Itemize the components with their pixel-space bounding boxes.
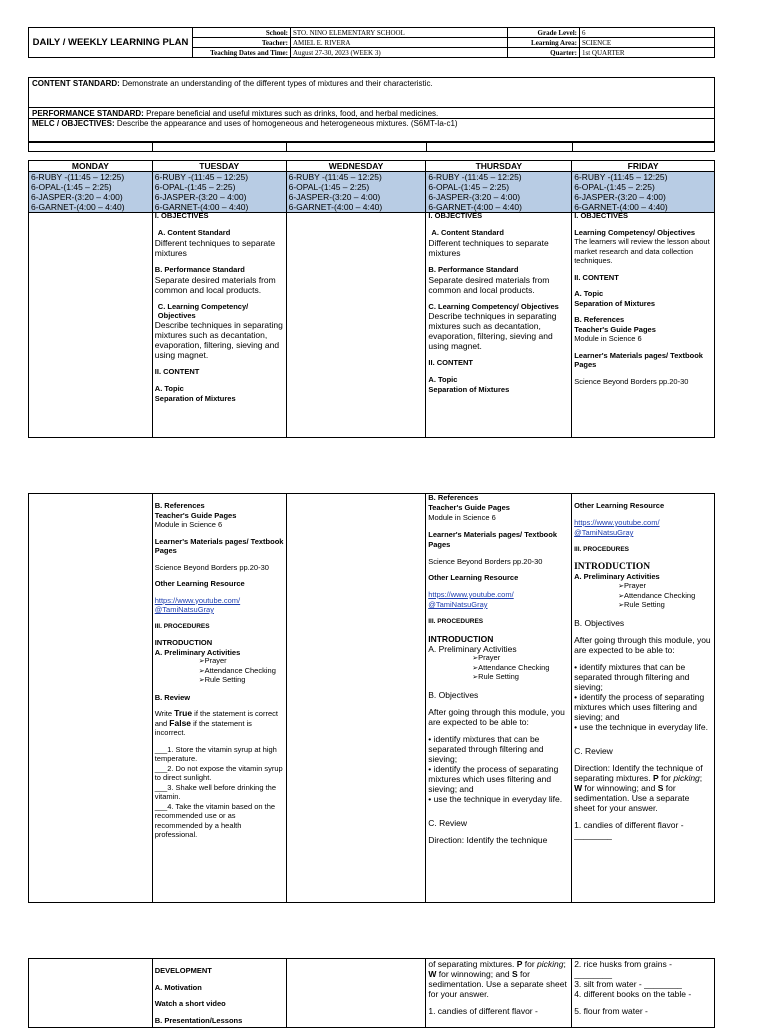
schedule-table: [28, 160, 715, 438]
p3-tuesday: DEVELOPMENT A. Motivation Watch a short video B. Presentation/Lessons: [152, 959, 286, 1028]
monday-content: [29, 213, 153, 438]
p2-thursday: B. References Teacher's Guide Pages Module in Science 6 Learner's Materials pages/ Textbook Pages Science Beyond Borders pp.20-30 Other Learning Resource https://www.youtube.com/ @TamiNatsuGray III. PROCEDURES INTRODUCTION A. Preliminary Activities ➢ Prayer ➢ Attendance Checking ➢ Rule Setting B. Objectives After going through this module, you are expected to be able to: • identify mixtures that can be separated through filtering and sieving; • identify the process of separating mixtures which uses filtering and sieving; and • use the technique in everyday life. C. Review Direction: Identify the technique: [426, 494, 572, 903]
page3-table: [28, 958, 715, 1028]
channel-link-fri[interactable]: @TamiNatsuGray: [574, 528, 634, 537]
youtube-link-fri[interactable]: https://www.youtube.com/: [574, 518, 660, 527]
content-standard: CONTENT STANDARD: Demonstrate an understanding of the different types of mixtures and their characteristic.: [29, 78, 714, 108]
p2-friday: Other Learning Resource https://www.youtube.com/ @TamiNatsuGray III. PROCEDURES INTRODUCTION A. Preliminary Activities ➢ Prayer ➢ Attendance Checking ➢ Rule Setting B. Objectives After going through this module, you are expected to be able to: • identify mixtures that can be separated through filtering and sieving; • identify the process of separating mixtures which uses filtering and sieving; and • use the technique in everyday life. C. Review Direction: Identify the technique of separating mixtures. P for picking; W for winnowing; and S for sedimentation. Use a separate sheet for your answer. 1. candies of different flavor - ________: [572, 494, 715, 903]
area-label: Learning Area:: [508, 38, 580, 48]
teacher-value: AMIEL E. RIVERA: [291, 38, 508, 48]
school-value: STO. NINO ELEMENTARY SCHOOL: [291, 28, 508, 38]
quarter-value: 1st QUARTER: [580, 48, 715, 58]
grade-label: Grade Level:: [508, 28, 580, 38]
prelim-list-tue: ➢ Prayer ➢ Attendance Checking ➢ Rule Setting: [155, 657, 284, 686]
slots-thursday: 6-RUBY -(11:45 – 12:25) 6-OPAL-(1:45 – 2:25) 6-JASPER-(3:20 – 4:00) 6-GARNET-(4:00 – 4:40): [426, 172, 572, 213]
grade-value: 6: [580, 28, 715, 38]
slots-tuesday: 6-RUBY -(11:45 – 12:25) 6-OPAL-(1:45 – 2:25) 6-JASPER-(3:20 – 4:00) 6-GARNET-(4:00 – 4:40): [152, 172, 286, 213]
youtube-link-tue[interactable]: https://www.youtube.com/: [154, 595, 241, 605]
slots-monday: 6-RUBY -(11:45 – 12:25) 6-OPAL-(1:45 – 2:25) 6-JASPER-(3:20 – 4:00) 6-GARNET-(4:00 – 4:40): [29, 172, 153, 213]
day-thursday: THURSDAY: [426, 161, 572, 172]
direction-thu: of separating mixtures. P for picking; W for winnowing; and S for sedimentation. Use a separate sheet for your answer.: [428, 959, 567, 999]
teacher-label: Teacher:: [193, 38, 291, 48]
slots-friday: 6-RUBY -(11:45 – 12:25) 6-OPAL-(1:45 – 2:25) 6-JASPER-(3:20 – 4:00) 6-GARNET-(4:00 – 4:40): [572, 172, 715, 213]
p2-tuesday: B. References Teacher's Guide Pages Module in Science 6 Learner's Materials pages/ Textbook Pages Science Beyond Borders pp.20-30 Other Learning Resource https://www.youtube.com/ @TamiNatsuGray III. PROCEDURES INTRODUCTION A. Preliminary Activities ➢ Prayer ➢ Attendance Checking ➢ Rule Setting B. Review Write True if the statement is correct and False if the statement is incorrect. ___1. Store the vitamin syrup at high temperature. ___2. Do not expose the vitamin syrup to direct sunlight. ___3. Shake well before drinking the vitamin. ___4. Take the vitamin based on the recommended use or as recommended by a health professional.: [152, 494, 286, 903]
page2-table: [28, 493, 715, 903]
p2-monday: [29, 494, 153, 903]
youtube-link-thu[interactable]: https://www.youtube.com/: [428, 590, 514, 599]
p3-monday: [29, 959, 153, 1028]
spacer-row: [28, 142, 715, 152]
area-value: SCIENCE: [580, 38, 715, 48]
header-table: [28, 27, 715, 58]
channel-link-thu[interactable]: @TamiNatsuGray: [428, 600, 488, 609]
tuesday-content: I. OBJECTIVES A. Content Standard Different techniques to separate mixtures B. Performance Standard Separate desired materials from common and local products. C. Learning Competency/ Objectives Describe techniques in separating mixtures such as decantation, evaporation, filtering, sieving and using magnet. II. CONTENT A. Topic Separation of Mixtures: [152, 213, 286, 438]
prelim-list-thu: ➢ Prayer ➢ Attendance Checking ➢ Rule Setting: [428, 654, 569, 683]
standards-box: [28, 77, 715, 142]
school-label: School:: [193, 28, 291, 38]
p2-wednesday: [286, 494, 426, 903]
review-instruction: Write True if the statement is correct and False if the statement is incorrect.: [154, 708, 278, 737]
p3-friday: 2. rice husks from grains - ________ 3. silt from water - ________ 4. different books on the table - 5. flour from water -: [572, 959, 715, 1028]
p3-wednesday: [286, 959, 426, 1028]
quarter-label: Quarter:: [508, 48, 580, 58]
friday-content: I. OBJECTIVES Learning Competency/ Objectives The learners will review the lesson about market research and data collection techniques. II. CONTENT A. Topic Separation of Mixtures B. References Teacher's Guide Pages Module in Science 6 Learner's Materials pages/ Textbook Pages Science Beyond Borders pp.20-30: [572, 213, 715, 438]
prelim-list-fri: ➢ Prayer ➢ Attendance Checking ➢ Rule Setting: [574, 582, 712, 611]
direction-fri: Direction: Identify the technique of separating mixtures. P for picking; W for winnowing; and S for sedimentation. Use a separate sheet for your answer.: [574, 762, 703, 813]
day-friday: FRIDAY: [572, 161, 715, 172]
day-tuesday: TUESDAY: [152, 161, 286, 172]
dates-label: Teaching Dates and Time:: [193, 48, 291, 58]
slots-wednesday: 6-RUBY -(11:45 – 12:25) 6-OPAL-(1:45 – 2:25) 6-JASPER-(3:20 – 4:00) 6-GARNET-(4:00 – 4:40): [286, 172, 426, 213]
performance-standard: PERFORMANCE STANDARD: Prepare beneficial and useful mixtures such as drinks, food, and herbal medicines.: [32, 109, 439, 118]
wednesday-content: [286, 213, 426, 438]
p3-thursday: of separating mixtures. P for picking; W for winnowing; and S for sedimentation. Use a separate sheet for your answer. 1. candies of different flavor -: [426, 959, 572, 1028]
plan-title: DAILY / WEEKLY LEARNING PLAN: [29, 28, 193, 58]
dates-value: August 27-30, 2023 (WEEK 3): [291, 48, 508, 58]
channel-link-tue[interactable]: @TamiNatsuGray: [154, 605, 214, 614]
thursday-content: I. OBJECTIVES A. Content Standard Different techniques to separate mixtures B. Performance Standard Separate desired materials from common and local products. C. Learning Competency/ Objectives Describe techniques in separating mixtures such as decantation, evaporation, filtering, sieving and using magnet. II. CONTENT A. Topic Separation of Mixtures: [426, 213, 572, 438]
melc-objectives: MELC / OBJECTIVES: Describe the appearance and uses of homogeneous and heterogeneous mixtures. (S6MT-Ia-c1): [29, 118, 714, 128]
day-wednesday: WEDNESDAY: [286, 161, 426, 172]
day-monday: MONDAY: [29, 161, 153, 172]
